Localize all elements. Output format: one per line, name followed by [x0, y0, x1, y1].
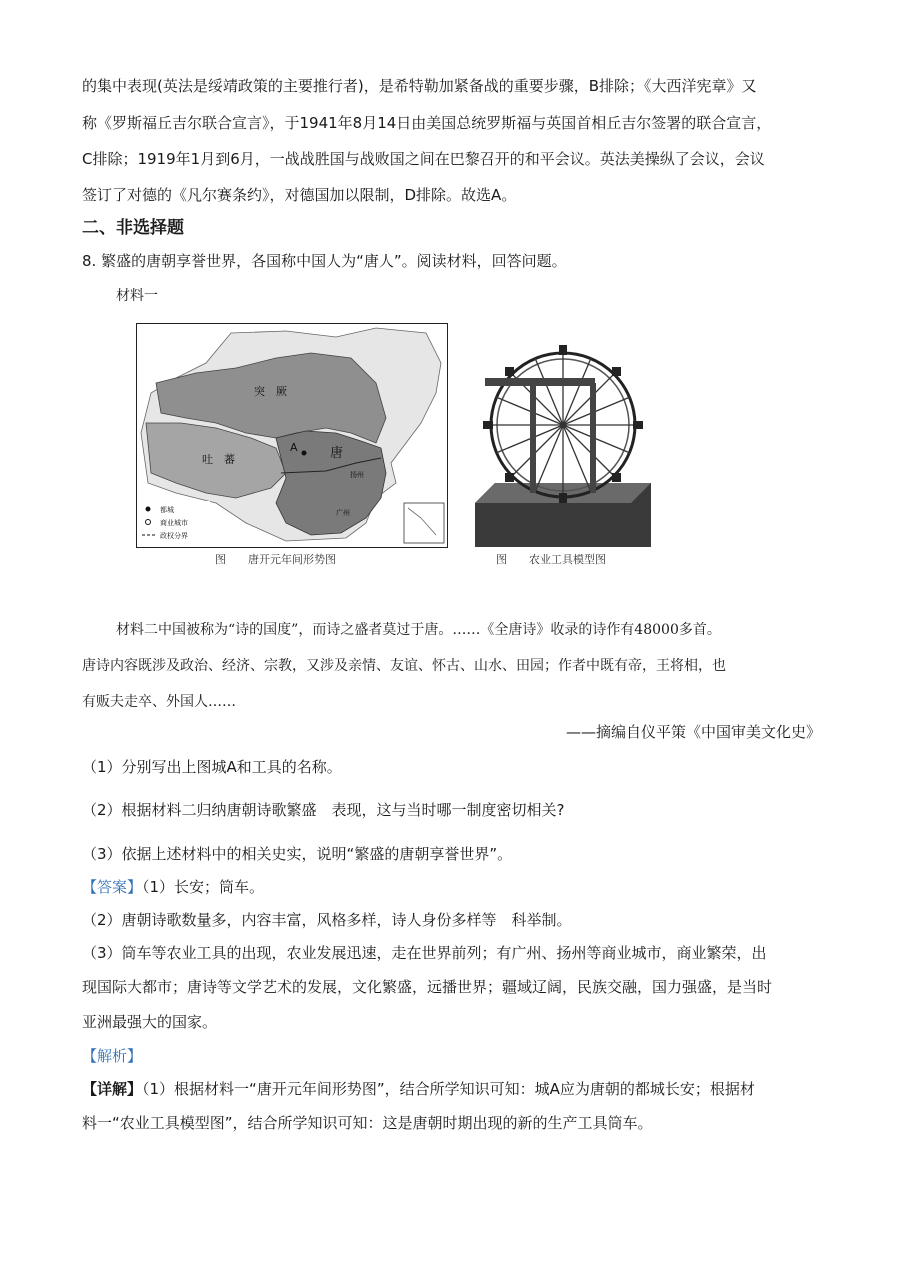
- analysis-label: 【解析】: [82, 1047, 143, 1065]
- detail-text: （1）根据材料一“唐开元年间形势图”，结合所学知识可知：城A应为唐朝的都城长安；根据材: [142, 1080, 755, 1098]
- map-label-yangzhou: 扬州: [350, 471, 364, 479]
- legend-capital: 都城: [160, 506, 174, 514]
- map-label-city-a: A: [290, 441, 298, 454]
- answer-text: （1）长安；筒车。: [142, 878, 265, 896]
- map-label-tubo: 吐 蕃: [202, 453, 235, 466]
- answer-line-4: 现国际大都市；唐诗等文学艺术的发展，文化繁盛，远播世界；疆域辽阔，民族交融，国力强盛，是当时: [82, 978, 773, 996]
- answer-line-1: [82, 877, 264, 897]
- legend-city: 商业城市: [160, 519, 188, 527]
- material2-line: 唐诗内容既涉及政治、经济、宗教，又涉及亲情、友谊、怀古、山水、田园；作者中既有帝，王将相，也: [82, 658, 726, 674]
- map-label-tujue: 突 厥: [254, 385, 287, 398]
- text-line: 称《罗斯福丘吉尔联合宣言》，于1941年8月14日由美国总统罗斯福与英国首相丘吉尔签署的联合宣言，: [82, 114, 772, 132]
- text-line: C排除；1919年1月到6月，一战战胜国与战败国之间在巴黎召开的和平会议。英法美操纵了会议，会议: [82, 150, 765, 168]
- waterwheel-figure: [475, 333, 651, 547]
- legend-border: 政权分界: [160, 532, 188, 540]
- map-label-tang: 唐: [330, 446, 344, 461]
- tang-map-figure: [136, 323, 448, 548]
- sub-question-2: （2）根据材料二归纳唐朝诗歌繁盛 表现，这与当时哪一制度密切相关?: [82, 801, 565, 819]
- map-label-guangzhou: 广州: [336, 509, 350, 517]
- section-heading: 二、非选择题: [82, 218, 184, 238]
- detail-label: 【详解】: [82, 1080, 143, 1098]
- detail-line-2: 料一“农业工具模型图”，结合所学知识可知：这是唐朝时期出现的新的生产工具筒车。: [82, 1114, 653, 1132]
- text-line: 签订了对德的《凡尔赛条约》，对德国加以限制，D排除。故选A。: [82, 186, 517, 204]
- material2-line: 有贩夫走卒、外国人……: [82, 694, 236, 710]
- question-stem: 8. 繁盛的唐朝享誉世界，各国称中国人为“唐人”。阅读材料，回答问题。: [82, 252, 567, 270]
- city-legend-icon: [146, 520, 151, 525]
- waterwheel-model-image: [475, 333, 651, 547]
- answer-line-2: （2）唐朝诗歌数量多，内容丰富，风格多样，诗人身份多样等 科举制。: [82, 911, 572, 929]
- sub-question-1: （1）分别写出上图城A和工具的名称。: [82, 758, 342, 776]
- detail-line-1: [82, 1079, 755, 1099]
- capital-marker-icon: [302, 451, 307, 456]
- text-line: 的集中表现(英法是绥靖政策的主要推行者)，是希特勒加紧备战的重要步骤，B排除；《大西洋宪章》又: [82, 77, 757, 95]
- map-caption: 图 唐开元年间形势图: [215, 553, 336, 566]
- material2-line: 材料二中国被称为“诗的国度”，而诗之盛者莫过于唐。……《全唐诗》收录的诗作有48000多首。: [116, 622, 721, 638]
- capital-legend-icon: [146, 507, 151, 512]
- answer-line-3: （3）筒车等农业工具的出现，农业发展迅速，走在世界前列；有广州、扬州等商业城市，商业繁荣，出: [82, 944, 767, 962]
- material2-source: ——摘编自仪平策《中国审美文化史》: [565, 723, 821, 741]
- tang-map: [136, 323, 448, 548]
- answer-line-5: 亚洲最强大的国家。: [82, 1013, 218, 1031]
- waterwheel-caption: 图 农业工具模型图: [496, 553, 606, 566]
- sub-question-3: （3）依据上述材料中的相关史实，说明“繁盛的唐朝享誉世界”。: [82, 845, 513, 863]
- answer-label: 【答案】: [82, 878, 143, 896]
- material1-label: 材料一: [116, 288, 158, 304]
